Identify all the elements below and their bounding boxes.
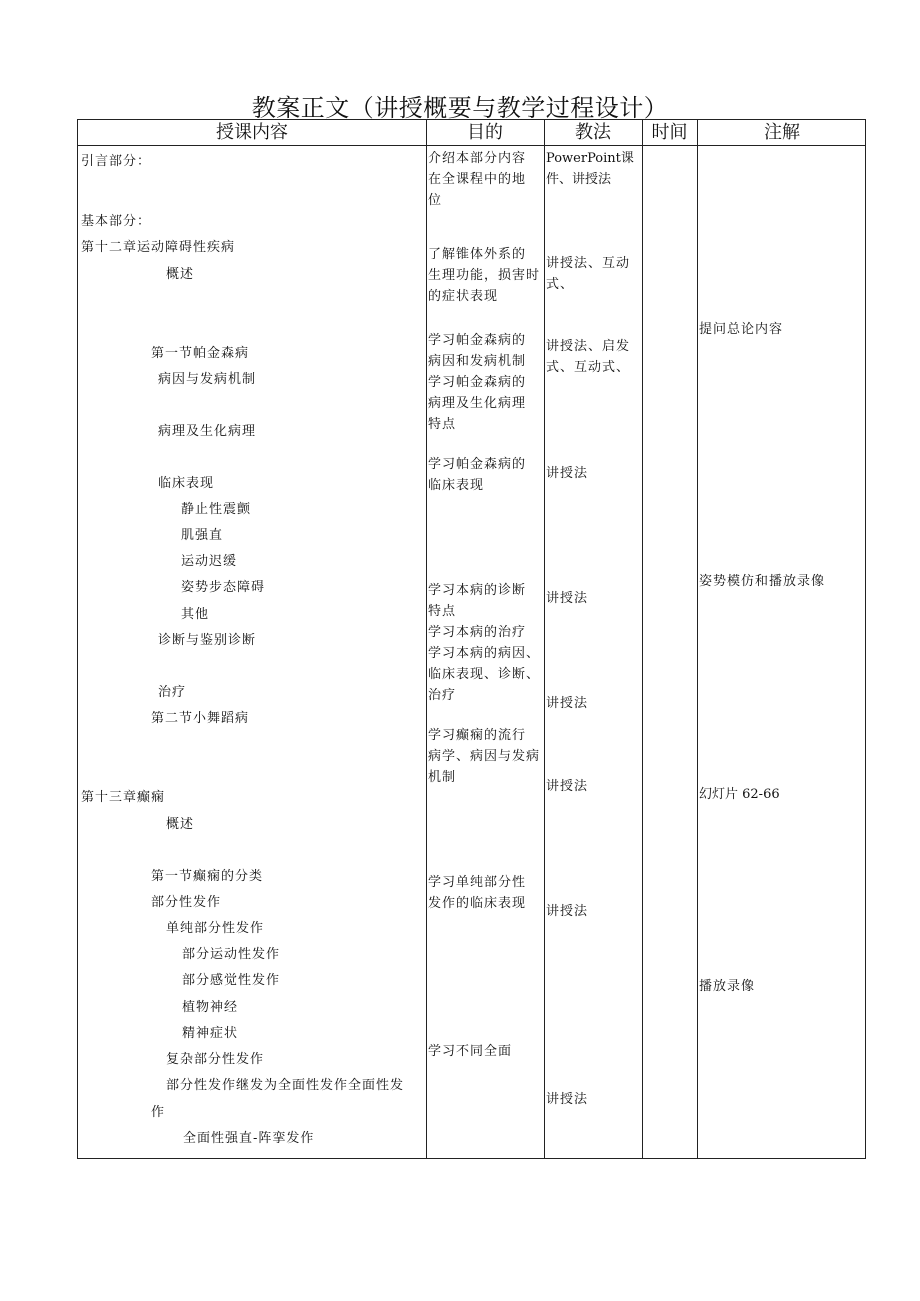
content-line: 概述 [166,817,195,832]
purpose-cell: 介绍本部分内容 在全课程中的地 位 [428,151,527,208]
content-line: 运动迟缓 [181,554,238,569]
content-line: 复杂部分性发作 [166,1052,265,1067]
lesson-table [77,119,866,1159]
content-line: 姿势步态障碍 [181,580,266,595]
content-line: 肌强直 [181,528,224,543]
column-divider [544,120,545,1158]
method-cell: PowerPoint课 件、讲授法 [546,151,634,187]
content-line: 静止性震颤 [181,502,252,517]
content-line: 单纯部分性发作 [166,921,265,936]
content-line: 作 [151,1105,166,1120]
content-line: 概述 [166,267,195,282]
method-cell: 讲授法 [546,1092,589,1107]
note-cell: 幻灯片 62-66 [699,787,780,802]
content-line: 病因与发病机制 [158,372,257,387]
purpose-cell: 学习癫痫的流行 病学、病因与发病 机制 [428,728,541,785]
content-line: 部分运动性发作 [182,947,281,962]
content-line: 部分性发作 [151,895,222,910]
header-notes: 注解 [764,122,800,143]
purpose-cell: 学习单纯部分性 发作的临床表现 [428,875,527,911]
header-content: 授课内容 [216,122,288,143]
purpose-cell: 学习帕金森病的 病因和发病机制 学习帕金森病的 病理及生化病理 特点 [428,333,527,432]
content-line: 植物神经 [182,1000,239,1015]
column-divider [642,120,643,1158]
method-cell: 讲授法、互动 式、 [546,256,631,292]
header-method: 教法 [575,122,611,143]
content-line: 病理及生化病理 [158,424,257,439]
header-time: 时间 [651,122,688,143]
purpose-cell: 学习本病的诊断 特点 学习本病的治疗 学习本病的病因、 临床表现、诊断、 治疗 [428,583,541,703]
content-line: 精神症状 [182,1026,239,1041]
content-line: 第十三章癫痫 [81,790,166,805]
note-cell: 姿势模仿和播放录像 [699,574,826,589]
method-cell: 讲授法 [546,466,589,481]
header-divider [78,145,865,146]
content-line: 第十二章运动障碍性疾病 [81,240,236,255]
purpose-cell: 学习帕金森病的 临床表现 [428,457,527,493]
content-line: 部分性发作继发为全面性发作全面性发 [166,1078,405,1093]
purpose-cell: 了解锥体外系的 生理功能，损害时 的症状表现 [428,247,541,304]
page-title: 教案正文（讲授概要与教学过程设计） [251,94,669,122]
column-divider [697,120,698,1158]
content-line: 其他 [181,607,210,622]
header-purpose: 目的 [467,122,503,143]
method-cell: 讲授法 [546,591,589,606]
content-line: 治疗 [158,685,187,700]
content-line: 诊断与鉴别诊断 [158,633,257,648]
content-line: 第二节小舞蹈病 [151,711,250,726]
content-line: 部分感觉性发作 [182,973,281,988]
content-line: 临床表现 [158,476,215,491]
content-line: 第一节帕金森病 [151,346,250,361]
method-cell: 讲授法 [546,779,589,794]
content-line: 全面性强直-阵挛发作 [183,1131,315,1146]
content-line: 第一节癫痫的分类 [151,869,264,884]
note-cell: 提问总论内容 [699,322,784,337]
note-cell: 播放录像 [699,979,756,994]
method-cell: 讲授法 [546,696,589,711]
purpose-cell: 学习不同全面 [428,1044,513,1059]
content-line: 基本部分： [81,214,152,229]
content-line: 引言部分： [81,154,152,169]
method-cell: 讲授法 [546,904,589,919]
column-divider [426,120,427,1158]
method-cell: 讲授法、启发 式、互动式、 [546,339,631,375]
